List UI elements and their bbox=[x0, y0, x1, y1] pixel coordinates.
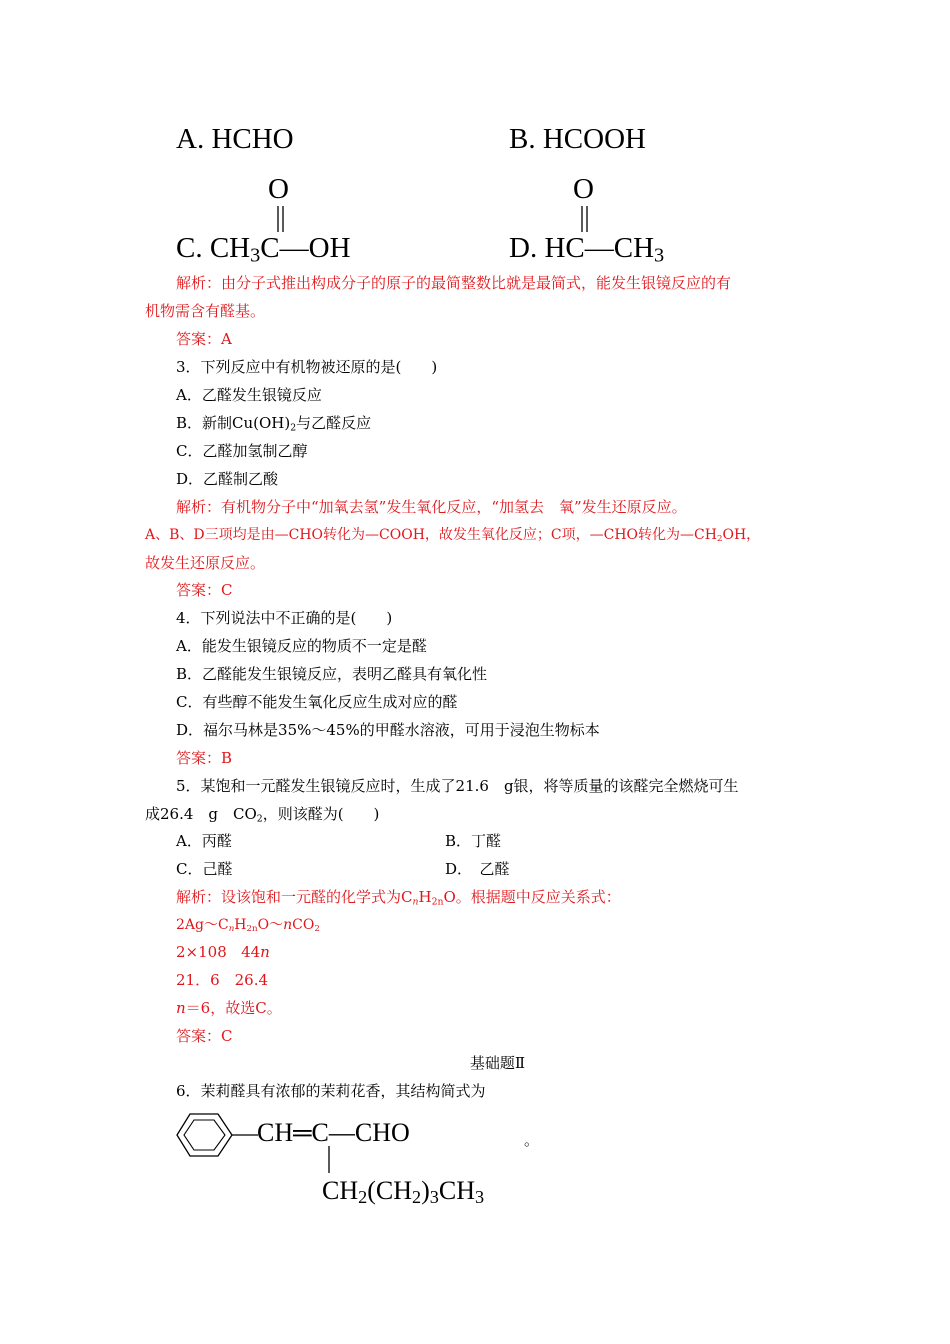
option-c-bond: — bbox=[279, 232, 309, 264]
q6-vertical-bond bbox=[326, 1146, 332, 1174]
q5-relation-o: O～ bbox=[257, 917, 284, 933]
option-c-formula bbox=[176, 231, 351, 272]
option-c-sub: 3 bbox=[250, 244, 261, 267]
q5-stem-line1: 5．某饱和一元醛发生银镜反应时，生成了21.6 g银，将等质量的该醛完全燃烧可生 bbox=[176, 777, 739, 795]
q4-option-d: D．福尔马林是35%～45%的甲醛水溶液，可用于浸泡生物标本 bbox=[176, 721, 600, 739]
q6-paren-close: ) bbox=[421, 1176, 430, 1205]
q3-analysis-line2-post: OH， bbox=[722, 527, 761, 543]
q6-period: 。 bbox=[524, 1131, 540, 1149]
q5-relation-2n: 2n bbox=[246, 924, 258, 935]
q4-answer: 答案：B bbox=[176, 749, 233, 767]
q5-analysis bbox=[176, 887, 621, 912]
q6-ch2-sub: 2 bbox=[358, 1187, 368, 1207]
q6-chain bbox=[257, 1116, 410, 1150]
q5-analysis-2n: 2n bbox=[431, 896, 444, 908]
q5-relation bbox=[176, 915, 320, 939]
q5-relation-n2: n bbox=[283, 917, 293, 933]
q6-stem: 6．茉莉醛具有浓郁的茉莉花香，其结构简式为 bbox=[176, 1082, 486, 1100]
q5-option-b: B．丁醛 bbox=[445, 832, 502, 850]
q6-ch3: CH bbox=[438, 1176, 475, 1205]
option-c-ch: CH bbox=[209, 232, 251, 264]
q6-bond: — bbox=[328, 1118, 355, 1147]
q5-row1-b: 44 bbox=[241, 943, 261, 961]
q5-row1 bbox=[176, 942, 270, 962]
q6-ch: CH bbox=[257, 1118, 294, 1147]
q5-stem-line2-pre: 成26.4 g CO bbox=[145, 805, 257, 823]
q5-row1-a: 2×108 bbox=[176, 943, 227, 961]
q5-analysis-pre: 解析：设该饱和一元醛的化学式为C bbox=[176, 888, 413, 906]
option-d-formula bbox=[509, 231, 664, 272]
option-b-label: B. bbox=[509, 123, 536, 155]
q6-paren: (CH bbox=[367, 1176, 412, 1205]
q6-ch3-sub: 3 bbox=[474, 1187, 485, 1207]
option-a bbox=[176, 122, 294, 156]
q5-row2: 21．6 26.4 bbox=[176, 971, 269, 989]
q3-option-b bbox=[176, 413, 371, 438]
q5-analysis-post: O。根据题中反应关系式： bbox=[443, 888, 621, 906]
q3-analysis-line2-sub: 2 bbox=[716, 534, 723, 545]
q3-analysis-line1: 解析：有机物分子中“加氧去氢”发生氧化反应，“加氢去 氧”发生还原反应。 bbox=[176, 498, 687, 516]
q4-option-b: B．乙醛能发生银镜反应，表明乙醛具有氧化性 bbox=[176, 665, 488, 683]
q5-conclusion bbox=[176, 998, 282, 1018]
option-c-double-bond bbox=[274, 204, 288, 234]
q6-cho: CHO bbox=[354, 1118, 410, 1147]
q5-relation-co: CO bbox=[292, 917, 315, 933]
option-d-double-bond bbox=[578, 204, 592, 234]
section-heading-text: 基础题Ⅱ bbox=[469, 1054, 526, 1072]
option-c-oh: OH bbox=[308, 232, 351, 264]
option-d-label: D. bbox=[509, 232, 538, 264]
option-b-formula: HCOOH bbox=[542, 123, 646, 155]
q5-answer: 答案：C bbox=[176, 1027, 233, 1045]
q3-option-b-post: 与乙醛反应 bbox=[296, 414, 372, 432]
q5-option-d: D． 乙醛 bbox=[445, 860, 510, 878]
q5-conclusion-post: ＝6，故选C。 bbox=[185, 999, 282, 1017]
q5-relation-n1: n bbox=[228, 924, 235, 935]
q3-option-a: A．乙醛发生银镜反应 bbox=[176, 386, 322, 404]
option-b bbox=[509, 122, 646, 156]
q5-relation-2: 2 bbox=[314, 924, 320, 935]
q5-stem-line2-sub: 2 bbox=[256, 813, 263, 825]
q5-analysis-n: n bbox=[412, 896, 419, 908]
q5-row1-n: n bbox=[260, 943, 270, 961]
q3-analysis-line2-pre: A、B、D三项均是由—CHO转化为—COOH，故发生氧化反应；C项，—CHO转化为—CH bbox=[145, 527, 717, 543]
q4-option-a: A．能发生银镜反应的物质不一定是醛 bbox=[176, 637, 427, 655]
option-d-hc: HC bbox=[544, 232, 585, 264]
q6-carbon: C bbox=[311, 1118, 329, 1147]
benzene-ring-icon bbox=[176, 1112, 260, 1160]
option-a-label: A. bbox=[176, 123, 205, 155]
q6-ch2: CH bbox=[322, 1176, 359, 1205]
q3-analysis-line3: 故发生还原反应。 bbox=[145, 554, 266, 572]
q6-side-chain bbox=[322, 1174, 484, 1214]
q5-stem-line2 bbox=[145, 804, 379, 829]
q5-option-c: C．己醛 bbox=[176, 860, 233, 878]
option-d-bond: — bbox=[584, 232, 614, 264]
q5-option-a: A．丙醛 bbox=[176, 832, 232, 850]
q5-stem-line2-post: ，则该醛为( ) bbox=[262, 805, 380, 823]
q2-analysis-line1: 解析：由分子式推出构成分子的原子的最简整数比就是最简式，能发生银镜反应的有 bbox=[176, 274, 732, 292]
option-d-ch: CH bbox=[613, 232, 655, 264]
q2-analysis-line2: 机物需含有醛基。 bbox=[145, 302, 266, 320]
q3-answer: 答案：C bbox=[176, 581, 233, 599]
option-c-oxygen: O bbox=[268, 173, 289, 205]
section-heading bbox=[0, 1053, 950, 1073]
q3-analysis-line2 bbox=[145, 525, 760, 549]
q5-relation-pre: 2Ag～C bbox=[176, 917, 229, 933]
q2-answer: 答案：A bbox=[176, 330, 232, 348]
q3-option-d: D．乙醛制乙酸 bbox=[176, 470, 279, 488]
q6-paren-sub: 2 bbox=[412, 1187, 422, 1207]
q5-conclusion-n: n bbox=[176, 999, 186, 1017]
option-a-formula: HCHO bbox=[211, 123, 294, 155]
option-c-label: C. bbox=[176, 232, 203, 264]
q3-option-b-pre: B．新制Cu(OH) bbox=[176, 414, 291, 432]
q3-stem: 3．下列反应中有机物被还原的是( ) bbox=[176, 358, 438, 376]
q5-relation-h: H bbox=[234, 917, 247, 933]
option-c-carbon: C bbox=[260, 232, 280, 264]
q6-repeat-sub: 3 bbox=[429, 1187, 439, 1207]
q5-analysis-h: H bbox=[418, 888, 432, 906]
q3-option-b-sub: 2 bbox=[290, 422, 297, 434]
option-d-oxygen: O bbox=[573, 173, 594, 205]
q3-option-c: C．乙醛加氢制乙醇 bbox=[176, 442, 308, 460]
option-d-sub: 3 bbox=[654, 244, 665, 267]
q6-double-bond: ═ bbox=[293, 1118, 312, 1147]
q4-stem: 4．下列说法中不正确的是( ) bbox=[176, 609, 393, 627]
q4-option-c: C．有些醇不能发生氧化反应生成对应的醛 bbox=[176, 693, 458, 711]
